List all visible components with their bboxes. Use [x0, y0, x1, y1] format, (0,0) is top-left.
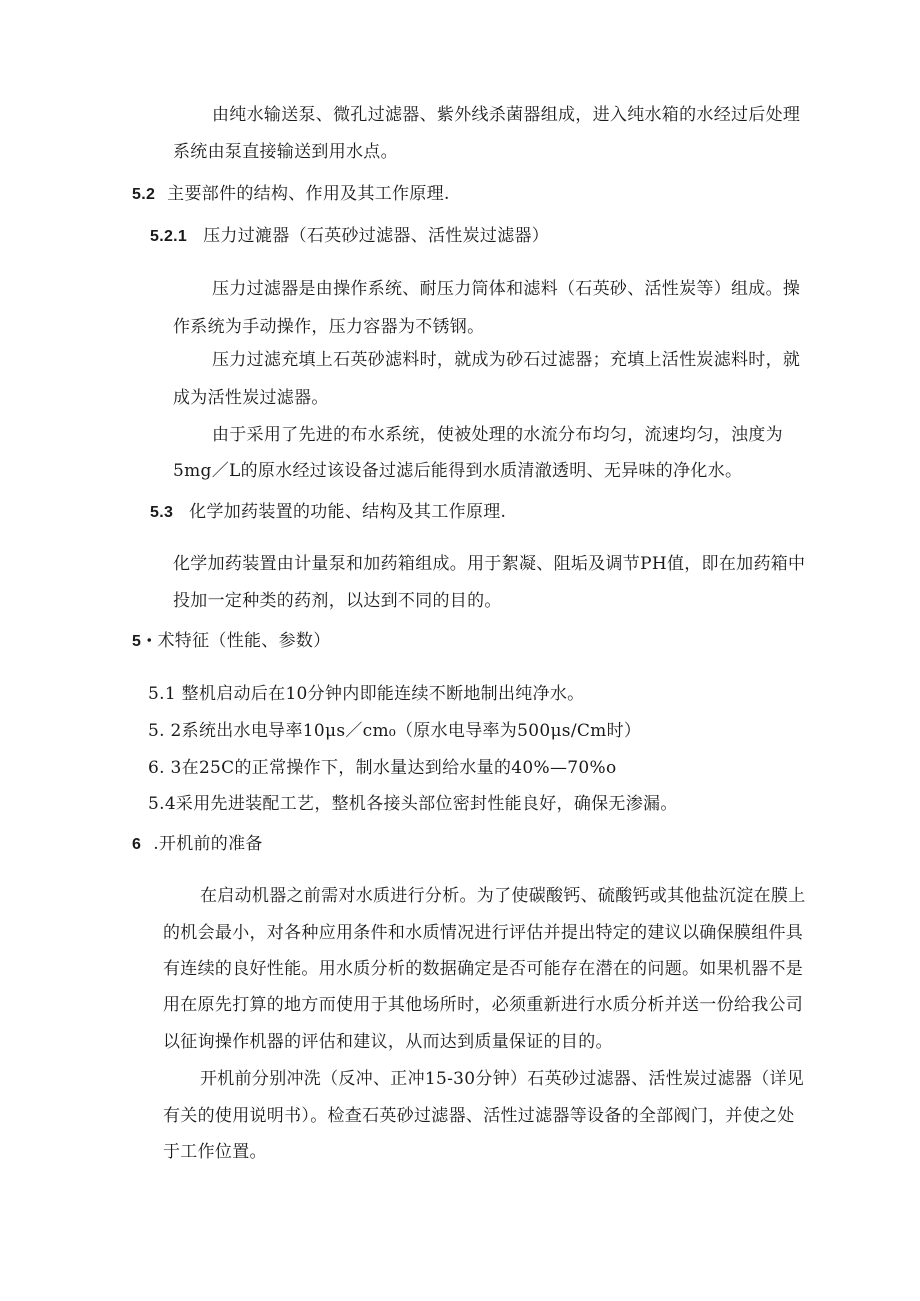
tech-item-4: 5.4采用先进装配工艺，整机各接头部位密封性能良好，确保无渗漏。: [148, 794, 678, 814]
s53-line-1: 化学加药装置由计量泵和加药箱组成。用于絮凝、阻垢及调节PH值，即在加药箱中: [173, 554, 806, 574]
s521-p1-line-1: 压力过滤器是由操作系统、耐压力筒体和滤料（石英砂、活性炭等）组成。操: [212, 279, 801, 299]
s521-p2-line-1: 压力过滤充填上石英砂滤料时，就成为砂石过滤器；充填上活性炭滤料时，就: [212, 350, 801, 370]
section-5-2-heading: [132, 183, 450, 206]
tech-item-1: 5.1 整机启动后在10分钟内即能连续不断地制出纯净水。: [148, 684, 585, 704]
tech-item-2: 5. 2系统出水电导率10μs／cm₀（原水电导率为500μs/Cm时）: [148, 721, 642, 741]
section-number: 6: [132, 836, 142, 853]
intro-line-1: 由纯水输送泵、微孔过滤器、紫外线杀菌器组成，进入纯水箱的水经过后处理: [212, 105, 801, 125]
s53-line-2: 投加一定种类的药剂，以达到不同的目的。: [173, 591, 502, 611]
intro-line-2: 系统由泵直接输送到用水点。: [173, 142, 398, 162]
s6-p2-line-3: 于工作位置。: [163, 1142, 267, 1162]
s521-p3-line-2: 5mg／L的原水经过该设备过滤后能得到水质清澈透明、无异味的净化水。: [173, 461, 743, 481]
section-number: 5.3: [150, 504, 174, 521]
s6-p1-line-4: 用在原先打算的地方而使用于其他场所时，必须重新进行水质分析并送一份给我公司: [163, 995, 804, 1015]
s6-p2-line-1: 开机前分别冲洗（反冲、正冲15-30分钟）石英砂过滤器、活性炭过滤器（详见: [200, 1069, 805, 1089]
section-title: .开机前的准备: [153, 834, 263, 854]
s6-p1-line-2: 的机会最小，对各种应用条件和水质情况进行评估并提出特定的建议以确保膜组件具: [163, 923, 804, 943]
tech-item-3: 6. 3在25C的正常操作下，制水量达到给水量的40%—70%o: [148, 758, 617, 778]
s6-p1-line-5: 以征询操作机器的评估和建议，从而达到质量保证的目的。: [163, 1032, 613, 1052]
section-6-heading: [132, 833, 263, 856]
section-title: 化学加药装置的功能、结构及其工作原理.: [189, 502, 507, 522]
s6-p1-line-1: 在启动机器之前需对水质进行分析。为了使碳酸钙、硫酸钙或其他盐沉淀在膜上: [200, 886, 806, 906]
s521-p2-line-2: 成为活性炭过滤器。: [173, 388, 329, 408]
section-5-tech-heading: [132, 630, 331, 653]
s6-p2-line-2: 有关的使用说明书）。检查石英砂过滤器、活性过滤器等设备的全部阀门，并使之处: [163, 1106, 795, 1126]
section-title: 主要部件的结构、作用及其工作原理.: [167, 184, 450, 204]
section-title: 压力过漉器（石英砂过滤器、活性炭过滤器）: [203, 226, 550, 246]
section-title: 术特征（性能、参数）: [157, 631, 331, 651]
section-number: 5.2.1: [150, 228, 188, 245]
section-number: 5.2: [132, 186, 156, 203]
s6-p1-line-3: 有连续的良好性能。用水质分析的数据确定是否可能存在潜在的问题。如果机器不是: [163, 959, 804, 979]
section-number: 5・: [132, 633, 158, 650]
s521-p1-line-2: 作系统为手动操作，压力容器为不锈钢。: [173, 317, 485, 337]
section-5-3-heading: [150, 501, 506, 524]
section-5-2-1-heading: [150, 225, 549, 248]
s521-p3-line-1: 由于采用了先进的布水系统，使被处理的水流分布均匀，流速均匀，浊度为: [212, 425, 783, 445]
